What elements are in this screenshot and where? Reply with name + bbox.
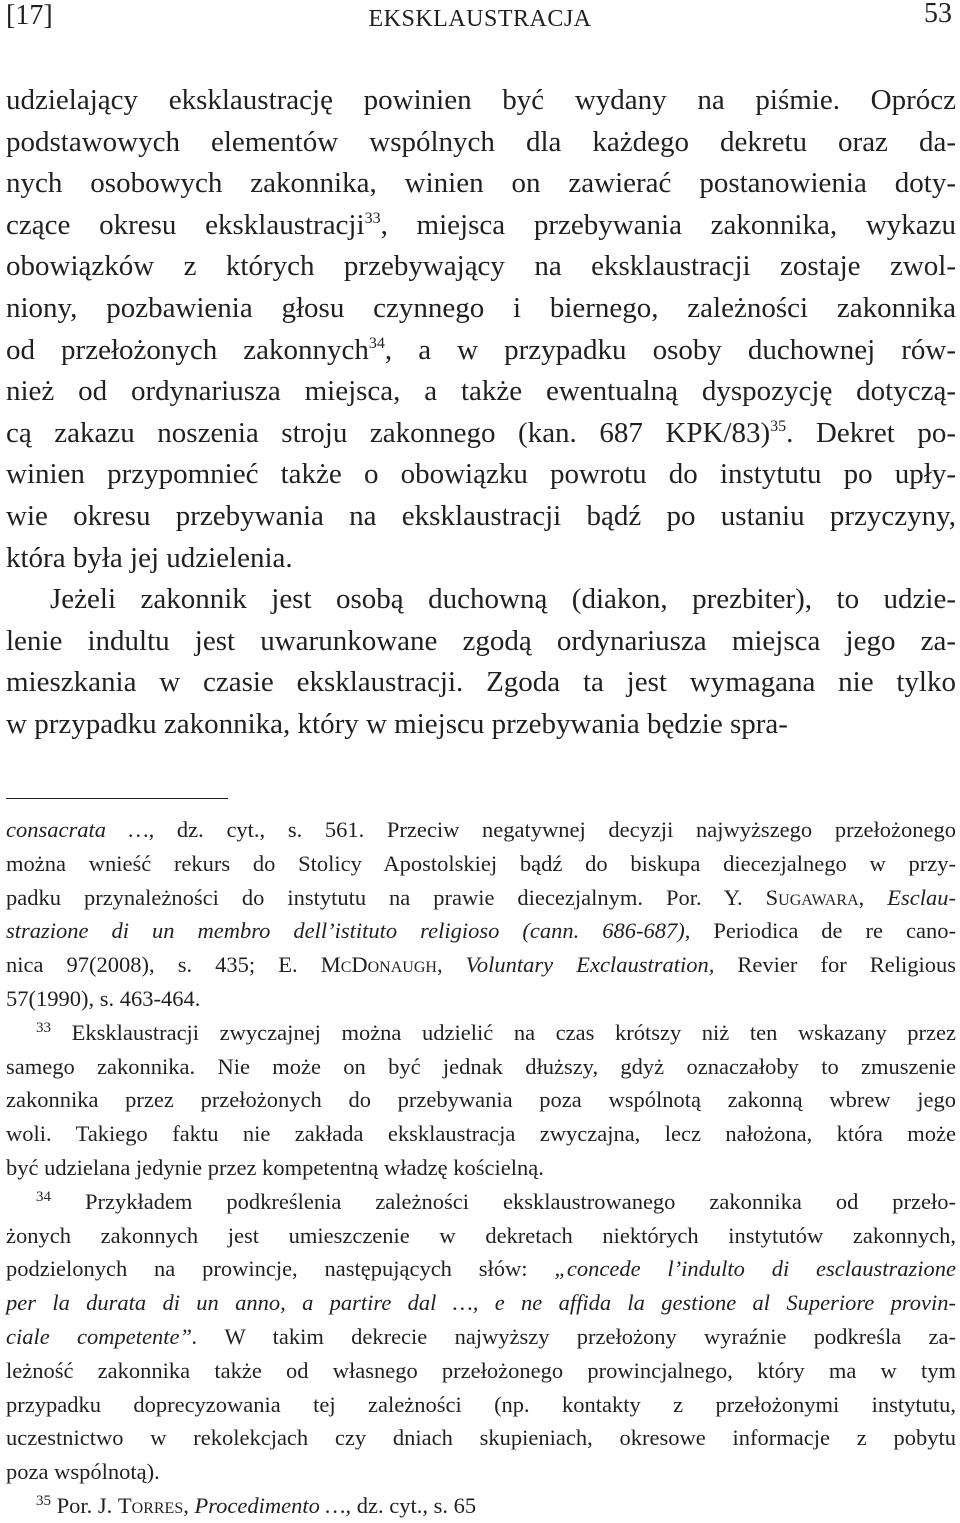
paragraph-1 (6, 80, 956, 579)
footnote-33 (6, 1016, 956, 1185)
footnote-line: $^{35}$ Por. J. Torres, Procedimento …, dz. cyt., s. 65 (36, 1492, 477, 1518)
paragraph-2 (6, 579, 956, 745)
footnote-35 (6, 1489, 956, 1523)
text-line: czące okresu eksklaustracji$^{33}$, miejsca przebywania zakonnika, wykazu (6, 208, 957, 241)
footnote-line: $^{34}$ Przykładem podkreślenia zależności eksklaustrowanego zakonnika od przeło- (36, 1188, 956, 1214)
author-name: McDonaugh (320, 952, 437, 978)
footnote-line: żonych zakonnych jest umieszczenie w dekretach niektórych instytutów zakonnych, (6, 1222, 956, 1248)
text-line: podstawowych elementów wspólnych dla każdego dekretu oraz da- (6, 125, 956, 158)
text-line: mieszkania w czasie eksklaustracji. Zgoda ta jest wymagana nie tylko (6, 666, 956, 699)
footnote-line: woli. Takiego faktu nie zakłada eksklaustracja zwyczajna, lecz nałożona, która może (6, 1121, 956, 1147)
footnote-reference: 35 (770, 417, 787, 435)
text-line: udzielający eksklaustrację powinien być wydany na piśmie. Oprócz (6, 84, 956, 116)
footnote-line: strazione di un membro dell’istituto religioso (cann. 686-687), Periodica de re cano- (6, 918, 956, 944)
footnote-line: przypadku doprecyzowania tej zależności (np. kontakty z przełożonymi instytutu, (6, 1391, 956, 1417)
footnote-line: padku przynależności do instytutu na prawie diecezjalnym. Por. Y. Sugawara, Esclau- (6, 884, 956, 910)
text-line: która była jej udzielenia. (6, 541, 293, 574)
footnote-separator (6, 798, 228, 799)
footnote-line: uczestnictwo w rekolekcjach czy dniach skupieniach, okresowe informacje z pobytu (6, 1425, 956, 1451)
footnote-reference: 34 (368, 334, 385, 352)
footnote-line: nica 97(2008), s. 435; E. McDonaugh, Voluntary Exclaustration, Revier for Religious (6, 952, 957, 978)
footnote-line: leżność zakonnika także od własnego przełożonego prowincjalnego, który ma w tym (6, 1357, 956, 1383)
footnote-line: per la durata di un anno, a partire dal …, e ne affida la gestione al Superiore provin- (6, 1290, 956, 1316)
footnote-line: zakonnika przez przełożonych do przebywania poza wspólnotą zakonną wbrew jego (6, 1087, 956, 1113)
text-line: obowiązków z których przebywający na eksklaustracji zostaje zwol- (6, 250, 956, 283)
footnote-line: 57(1990), s. 463-464. (6, 985, 201, 1011)
footnote-number: 33 (36, 1019, 51, 1036)
page-number: 53 (924, 0, 952, 29)
text-line: wie okresu przebywania na eksklaustracji bądź po ustaniu przyczyny, (6, 499, 956, 532)
footnote-continuation (6, 813, 956, 1016)
footnote-line: podzielonych na prowincje, następujących słów: „concede l’indulto di esclaustrazione (6, 1256, 956, 1282)
running-header (6, 0, 954, 40)
footnote-number: 35 (36, 1492, 51, 1509)
text-line: od przełożonych zakonnych$^{34}$, a w przypadku osoby duchownej rów- (6, 333, 956, 366)
text-line: Jeżeli zakonnik jest osobą duchowną (diakon, prezbiter), to udzie- (50, 583, 956, 616)
footnotes (6, 813, 956, 1523)
running-title: EKSKLAUSTRACJA (368, 6, 592, 32)
footnote-line: być udzielana jedynie przez kompetentną władzę kościelną. (6, 1154, 544, 1180)
text-line: winien przypomnieć także o obowiązku powrotu do instytutu po upły- (6, 458, 956, 491)
author-name: Sugawara (765, 884, 859, 910)
text-line: nież od ordynariusza miejsca, a także ewentualną dyspozycję dotyczą- (6, 375, 956, 408)
text-line: niony, pozbawienia głosu czynnego i biernego, zależności zakonnika (6, 291, 956, 324)
footnote-34 (6, 1185, 956, 1489)
text-line: cą zakazu noszenia stroju zakonnego (kan. 687 KPK/83)$^{35}$. Dekret po- (6, 416, 956, 449)
chapter-number: [17] (6, 0, 53, 31)
footnote-line: $^{33}$ Eksklaustracji zwyczajnej można udzielić na czas krótszy niż ten wskazany przez (36, 1019, 956, 1045)
footnote-reference: 33 (364, 209, 381, 227)
text-line: lenie indultu jest uwarunkowane zgodą ordynariusza miejsca jego za- (6, 624, 956, 657)
text-line: w przypadku zakonnika, który w miejscu przebywania będzie spra- (6, 707, 788, 740)
footnote-line: można wnieść rekurs do Stolicy Apostolskiej bądź do biskupa diecezjalnego w przy- (6, 850, 956, 876)
footnote-line: ciale competente”. W takim dekrecie najwyższy przełożony wyraźnie podkreśla za- (6, 1323, 956, 1349)
footnote-line: samego zakonnika. Nie może on być jednak dłuższy, gdyż oznaczałoby to zmuszenie (6, 1053, 956, 1079)
footnote-line: poza wspólnotą). (6, 1459, 160, 1485)
author-name: Torres (117, 1492, 184, 1518)
text-line: nych osobowych zakonnika, winien on zawierać postanowienia doty- (6, 167, 956, 200)
footnote-line: consacrata …, dz. cyt., s. 561. Przeciw negatywnej decyzji najwyższego przełożonego (6, 817, 957, 842)
footnote-number: 34 (36, 1188, 51, 1205)
main-text (6, 80, 956, 746)
